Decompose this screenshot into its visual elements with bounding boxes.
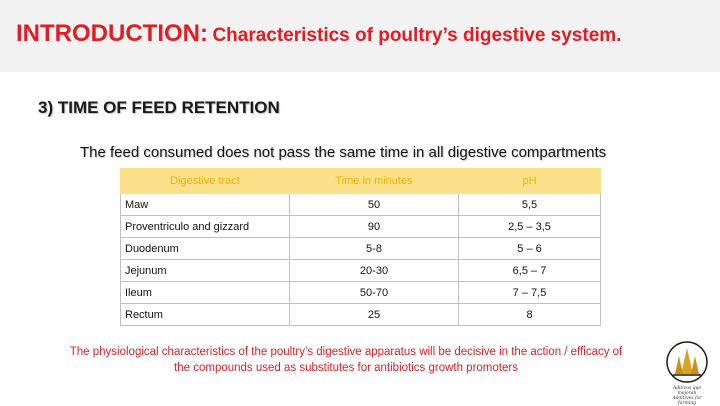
- cell-tract: Maw: [121, 194, 290, 216]
- cell-ph: 5,5: [459, 194, 601, 216]
- cell-time: 50: [290, 194, 459, 216]
- cell-ph: 7 – 7,5: [459, 282, 601, 304]
- footer-note-line: The physiological characteristics of the poultry’s digestive apparatus will be decisive in the action / efficacy of: [69, 346, 623, 358]
- cell-tract: Proventriculo and gizzard: [121, 216, 290, 238]
- table-row: [121, 260, 601, 282]
- title-bar: [0, 0, 720, 72]
- cell-tract: Jejunum: [121, 260, 290, 282]
- table-caption: The feed consumed does not pass the same time in all digestive compartments: [80, 144, 607, 161]
- cell-time: 20-30: [290, 260, 459, 282]
- table-row: [121, 194, 601, 216]
- cell-time: 90: [290, 216, 459, 238]
- logo-tagline: [664, 386, 710, 406]
- logo-line: Additives for farming: [672, 396, 702, 406]
- table-row: [121, 304, 601, 326]
- header-time: Time in minutes: [290, 169, 459, 194]
- cell-ph: 5 – 6: [459, 238, 601, 260]
- table-header-row: [121, 169, 601, 194]
- cell-tract: Rectum: [121, 304, 290, 326]
- table-row: [121, 238, 601, 260]
- section-heading: 3) TIME OF FEED RETENTION: [38, 98, 280, 117]
- header-ph: pH: [459, 169, 601, 194]
- cell-ph: 6,5 – 7: [459, 260, 601, 282]
- wheat-logo-icon: [664, 340, 710, 384]
- cell-ph: 8: [459, 304, 601, 326]
- table-row: [121, 216, 601, 238]
- cell-time: 5-8: [290, 238, 459, 260]
- retention-table: [120, 168, 601, 326]
- cell-tract: Ileum: [121, 282, 290, 304]
- cell-tract: Duodenum: [121, 238, 290, 260]
- table-row: [121, 282, 601, 304]
- cell-time: 50-70: [290, 282, 459, 304]
- cell-ph: 2,5 – 3,5: [459, 216, 601, 238]
- cell-time: 25: [290, 304, 459, 326]
- title-main: INTRODUCTION:: [16, 20, 208, 47]
- footer-note: [40, 344, 652, 376]
- title-sub: Characteristics of poultry’s digestive system.: [212, 25, 622, 46]
- logo-line: Aditivos que mejoran: [672, 386, 702, 396]
- header-digestive-tract: Digestive tract: [121, 169, 290, 194]
- company-logo: [664, 340, 710, 406]
- slide-title: [16, 20, 621, 48]
- footer-note-line: the compounds used as substitutes for antibiotics growth promoters: [174, 362, 518, 374]
